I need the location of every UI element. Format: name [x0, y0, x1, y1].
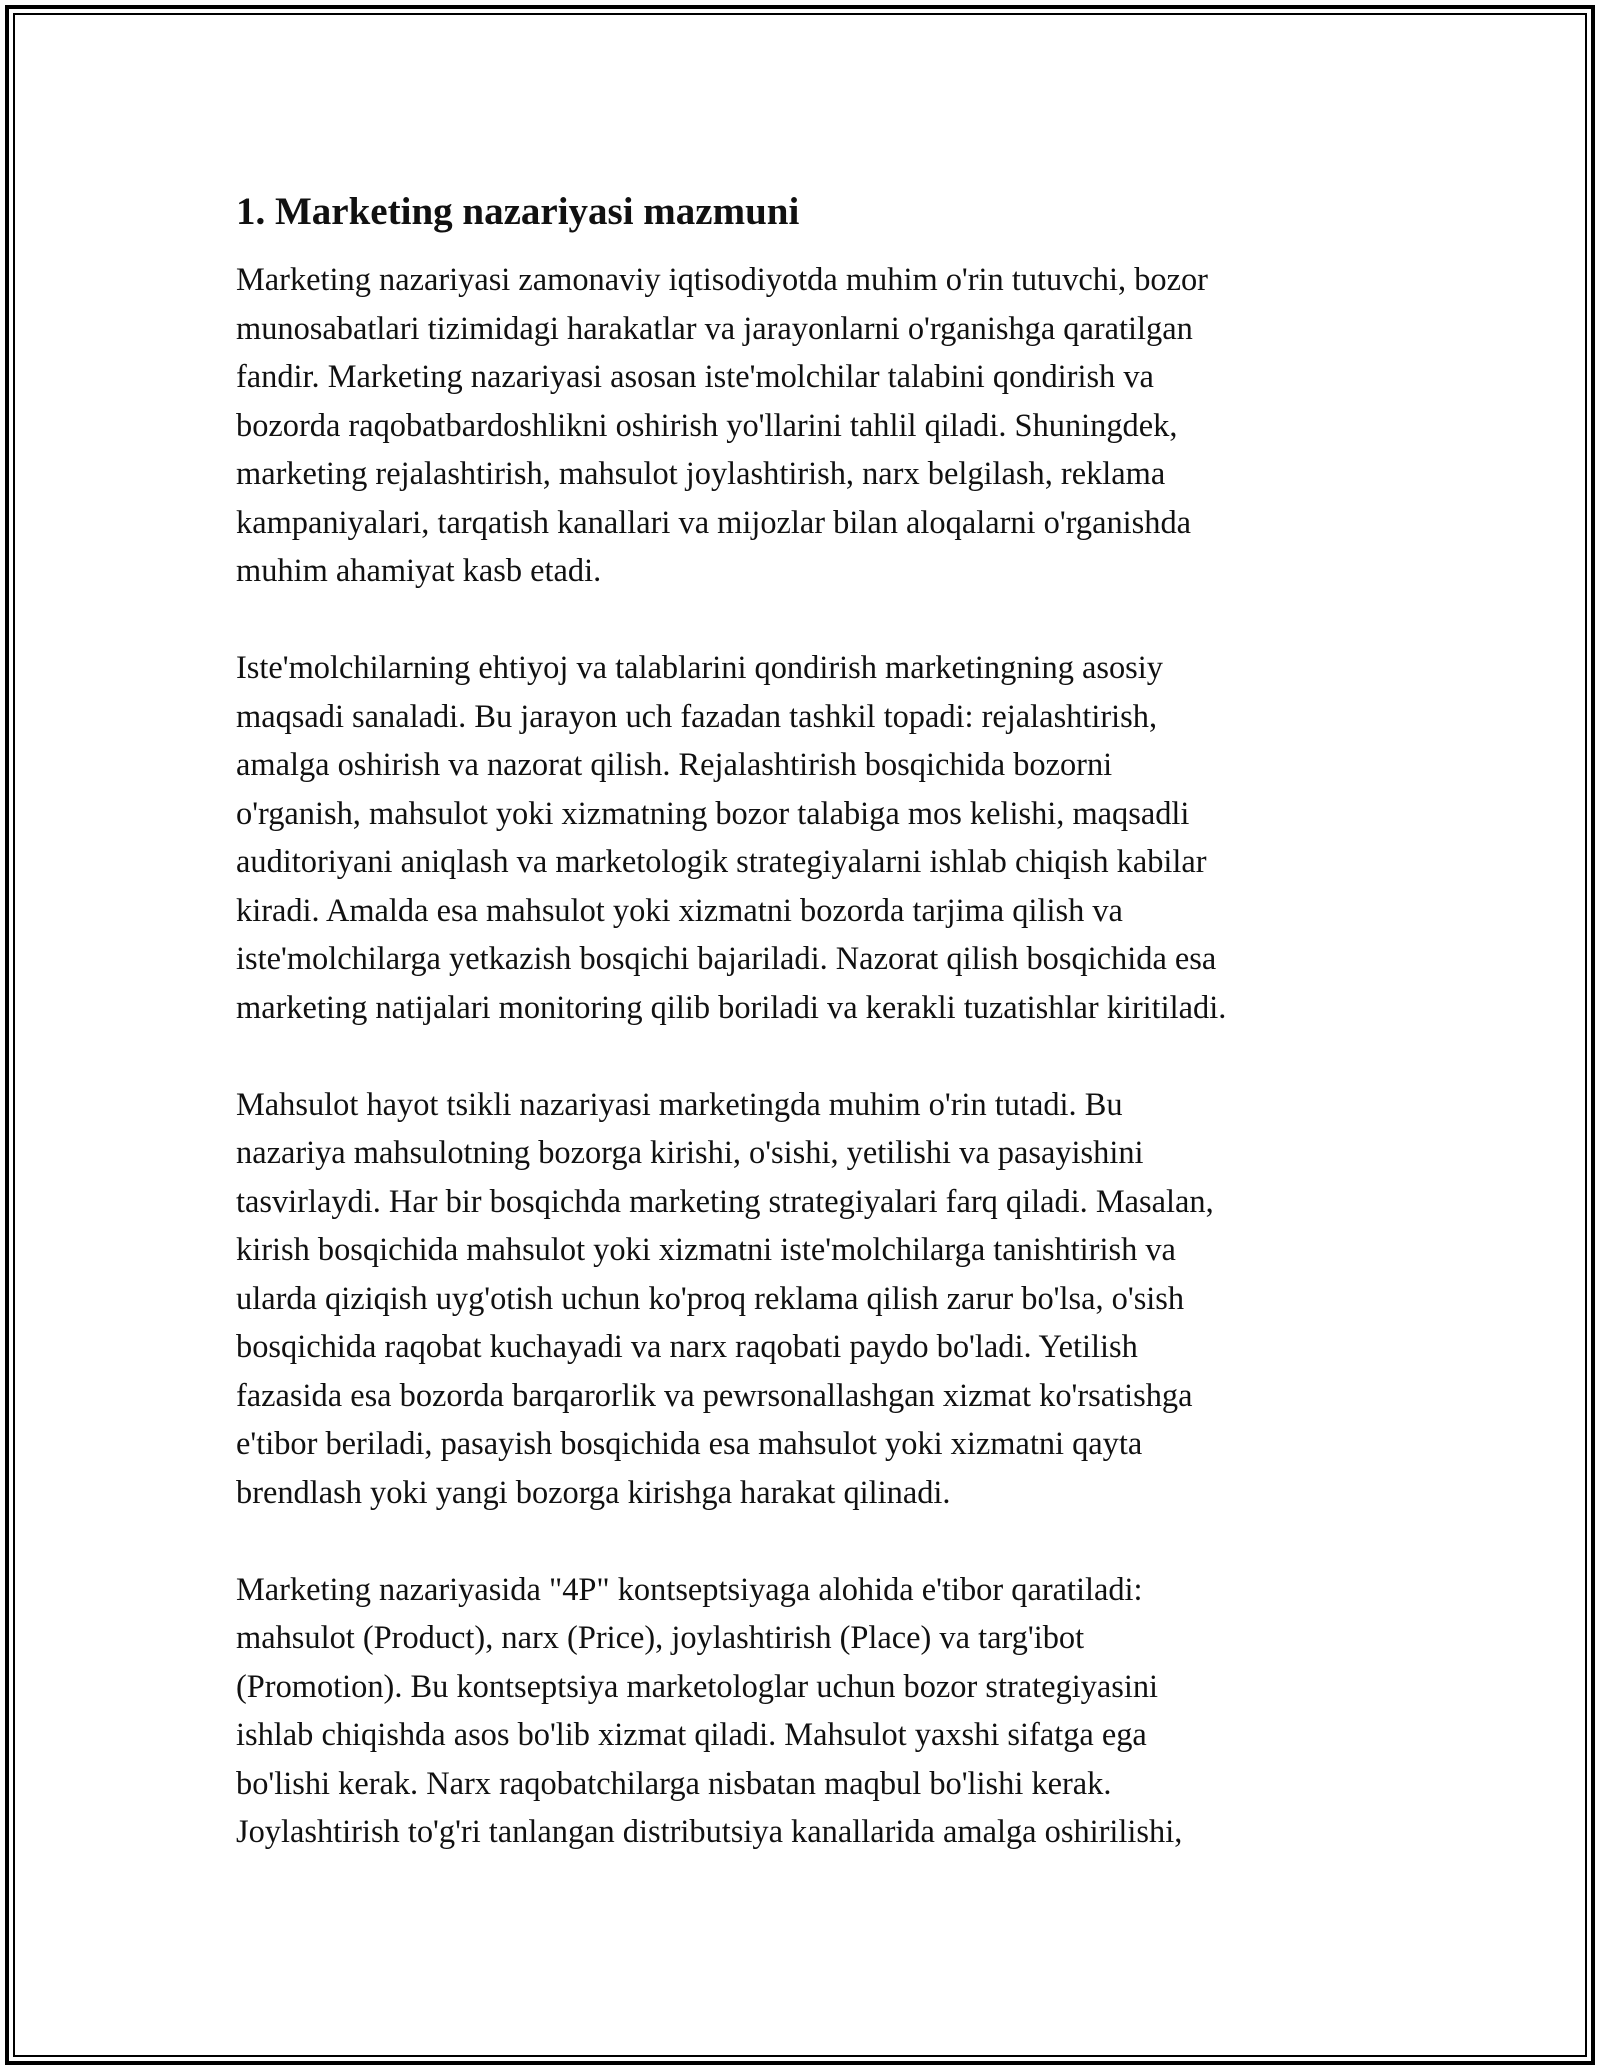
paragraphs-container — [236, 256, 1366, 1857]
paragraph-line: Marketing nazariyasi zamonaviy iqtisodiyotda muhim o'rin tutuvchi, bozor — [236, 262, 1208, 298]
paragraph-line: Mahsulot hayot tsikli nazariyasi marketingda muhim o'rin tutadi. Bu — [236, 1086, 1123, 1123]
paragraph-line: nazariya mahsulotning bozorga kirishi, o'sishi, yetilishi va pasayishini — [236, 1135, 1144, 1171]
paragraph-line: o'rganish, mahsulot yoki xizmatning bozor talabiga mos kelishi, maqsadli — [236, 795, 1190, 832]
paragraph-line: maqsadi sanaladi. Bu jarayon uch fazadan tashkil topadi: rejalashtirish, — [236, 698, 1158, 735]
paragraph-line: Marketing nazariyasida "4P" kontseptsiyaga alohida e'tibor qaratiladi: — [236, 1571, 1143, 1608]
paragraph-line: (Promotion). Bu kontseptsiya marketologlar uchun bozor strategiyasini — [236, 1668, 1159, 1705]
paragraph — [236, 1566, 1366, 1857]
paragraph-line: kiradi. Amalda esa mahsulot yoki xizmatni bozorda tarjima qilish va — [236, 892, 1123, 929]
paragraph-gap — [236, 1032, 1366, 1081]
paragraph-line: ishlab chiqishda asos bo'lib xizmat qiladi. Mahsulot yaxshi sifatga ega — [236, 1717, 1147, 1753]
paragraph-line: ularda qiziqish uyg'otish uchun ko'proq reklama qilish zarur bo'lsa, o'sish — [236, 1280, 1185, 1317]
paragraph-line: bosqichida raqobat kuchayadi va narx raqobati paydo bo'ladi. Yetilish — [236, 1329, 1138, 1365]
paragraph-line: fazasida esa bozorda barqarorlik va pewrsonallashgan xizmat ko'rsatishga — [236, 1377, 1193, 1414]
paragraph — [236, 256, 1366, 596]
paragraph-line: bo'lishi kerak. Narx raqobatchilarga nisbatan maqbul bo'lishi kerak. — [236, 1765, 1112, 1802]
paragraph-line: kirish bosqichida mahsulot yoki xizmatni iste'molchilarga tanishtirish va — [236, 1232, 1176, 1268]
paragraph-line: Iste'molchilarning ehtiyoj va talablarini qondirish marketingning asosiy — [236, 650, 1163, 686]
paragraph-line: marketing rejalashtirish, mahsulot joylashtirish, narx belgilash, reklama — [236, 456, 1166, 492]
document-body — [236, 188, 1366, 1857]
paragraph-gap — [236, 1517, 1366, 1566]
paragraph-line: amalga oshirish va nazorat qilish. Rejalashtirish bosqichida bozorni — [236, 747, 1113, 783]
paragraph-line: marketing natijalari monitoring qilib boriladi va kerakli tuzatishlar kiritiladi. — [236, 989, 1227, 1026]
paragraph-line: fandir. Marketing nazariyasi asosan iste'molchilar talabini qondirish va — [236, 359, 1154, 395]
section-heading: 1. Marketing nazariyasi mazmuni — [236, 190, 800, 233]
paragraph — [236, 644, 1366, 1032]
paragraph-line: bozorda raqobatbardoshlikni oshirish yo'llarini tahlil qiladi. Shuningdek, — [236, 407, 1178, 444]
paragraph — [236, 1081, 1366, 1518]
paragraph-line: mahsulot (Product), narx (Price), joylashtirish (Place) va targ'ibot — [236, 1620, 1085, 1656]
paragraph-line: auditoriyani aniqlash va marketologik strategiyalarni ishlab chiqish kabilar — [236, 844, 1207, 880]
paragraph-line: kampaniyalari, tarqatish kanallari va mijozlar bilan aloqalarni o'rganishda — [236, 504, 1192, 541]
paragraph-line: iste'molchilarga yetkazish bosqichi bajariladi. Nazorat qilish bosqichida esa — [236, 941, 1217, 977]
paragraph-line: tasvirlaydi. Har bir bosqichda marketing strategiyalari farq qiladi. Masalan, — [236, 1183, 1214, 1220]
paragraph-line: e'tibor beriladi, pasayish bosqichida esa mahsulot yoki xizmatni qayta — [236, 1426, 1143, 1462]
paragraph-line: munosabatlari tizimidagi harakatlar va jarayonlarni o'rganishga qaratilgan — [236, 310, 1193, 347]
paragraph-line: muhim ahamiyat kasb etadi. — [236, 553, 602, 589]
paragraph-line: Joylashtirish to'g'ri tanlangan distributsiya kanallarida amalga oshirilishi, — [236, 1814, 1183, 1850]
paragraph-line: brendlash yoki yangi bozorga kirishga harakat qilinadi. — [236, 1474, 951, 1511]
paragraph-gap — [236, 596, 1366, 645]
